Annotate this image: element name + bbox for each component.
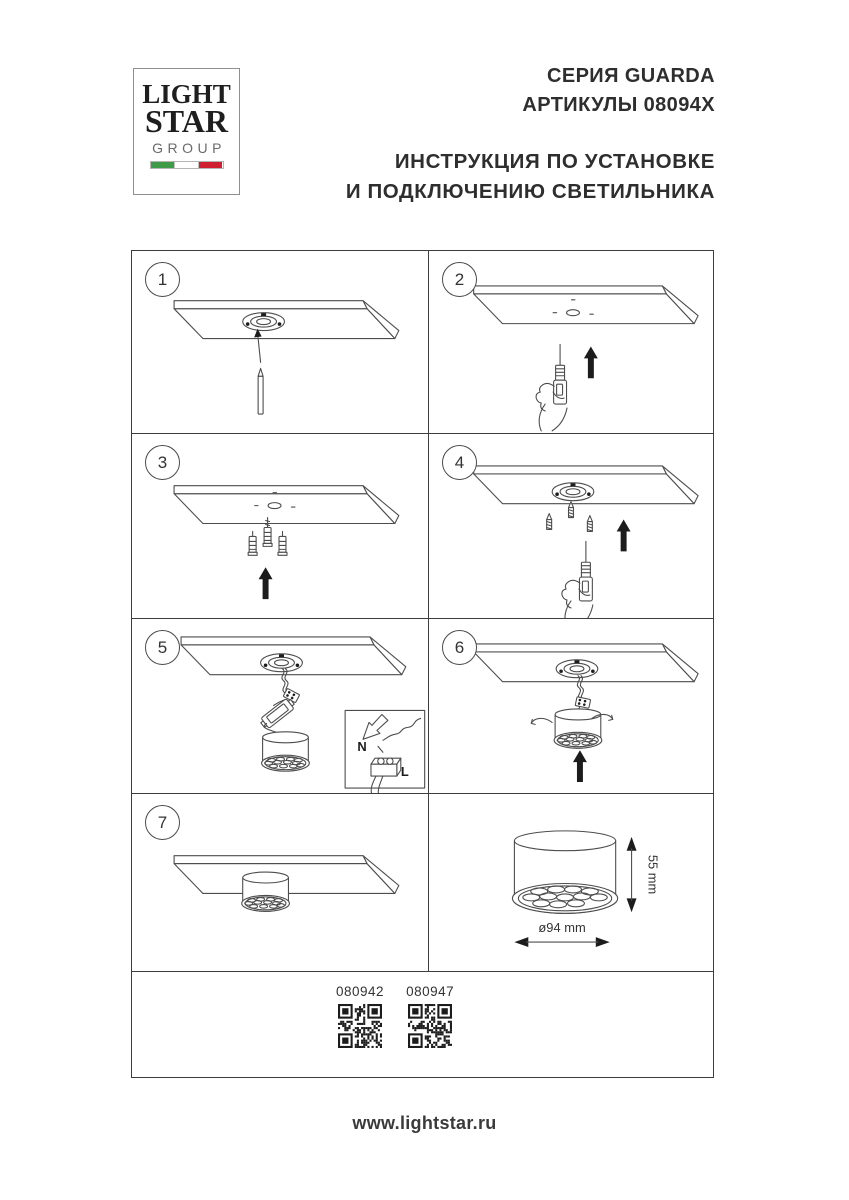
qr-codes (336, 984, 454, 1048)
qr-codes-cell (132, 972, 713, 1077)
qr-item (406, 984, 454, 1048)
step-number-badge: 2 (442, 262, 477, 297)
wire-connector-icon (575, 697, 590, 709)
step-3-cell (132, 434, 429, 618)
instruction-line2: И ПОДКЛЮЧЕНИЮ СВЕТИЛЬНИКА (345, 180, 715, 203)
anchor-icon (263, 523, 272, 547)
articles-title: АРТИКУЛЫ 08094X (522, 94, 715, 116)
anchor-icon (278, 531, 287, 555)
up-arrow-icon (573, 750, 587, 782)
lightstar-logo (133, 68, 240, 195)
screwdriver-hand-icon (562, 541, 593, 618)
instruction-line1: ИНСТРУКЦИЯ ПО УСТАНОВКЕ (394, 150, 715, 173)
steps-grid (131, 250, 714, 1078)
step-number-badge: 5 (145, 630, 180, 665)
screw-icon (587, 516, 592, 532)
lamp-icon (262, 732, 310, 771)
live-terminal-label: L (400, 764, 409, 780)
up-arrow-icon (617, 520, 631, 552)
up-arrow-icon (584, 346, 598, 378)
qr-article-label: 080947 (406, 984, 455, 999)
step-7-cell (132, 794, 429, 971)
diameter-label: ø94 mm (538, 920, 586, 936)
website-url: www.lightstar.ru (352, 1113, 497, 1133)
screw-icon (547, 514, 552, 530)
height-label: 55 mm (645, 854, 661, 895)
pencil-icon (258, 368, 263, 414)
italian-flag-stripe (150, 161, 224, 169)
lamp-icon (242, 872, 290, 911)
step-number-badge: 6 (442, 630, 477, 665)
step-number-badge: 1 (145, 262, 180, 297)
qr-article-label: 080942 (336, 984, 385, 999)
neutral-terminal-label: N (357, 739, 367, 755)
wiring-inset (345, 710, 425, 793)
series-title-block (522, 62, 715, 120)
step-number-badge: 7 (145, 805, 180, 840)
anchor-icon (248, 531, 257, 555)
rotate-arrow-icon (531, 718, 552, 724)
logo-word-light: LIGHT (142, 79, 231, 109)
series-title: СЕРИЯ GUARDA (546, 65, 715, 87)
instruction-title-block (346, 147, 715, 207)
diameter-dimension (514, 920, 609, 947)
dimensions-drawing (429, 794, 713, 971)
height-dimension (627, 837, 661, 912)
step-1-cell (132, 251, 429, 433)
drill-hand-icon (536, 344, 567, 430)
step-4-cell (429, 434, 713, 618)
lamp-dimension-icon (512, 831, 617, 913)
up-arrow-icon (259, 567, 273, 599)
qr-code-icon (408, 1004, 452, 1048)
step-number-badge: 4 (442, 445, 477, 480)
dimensions-cell (429, 794, 713, 971)
step-6-cell (429, 619, 713, 793)
qr-code-icon (338, 1004, 382, 1048)
logo-word-star: STAR (145, 102, 228, 139)
lamp-icon (554, 709, 602, 748)
logo-word-group: GROUP (152, 140, 226, 157)
step-5-cell (132, 619, 429, 793)
step-number-badge: 3 (145, 445, 180, 480)
step-2-cell (429, 251, 713, 433)
qr-item (336, 984, 384, 1048)
